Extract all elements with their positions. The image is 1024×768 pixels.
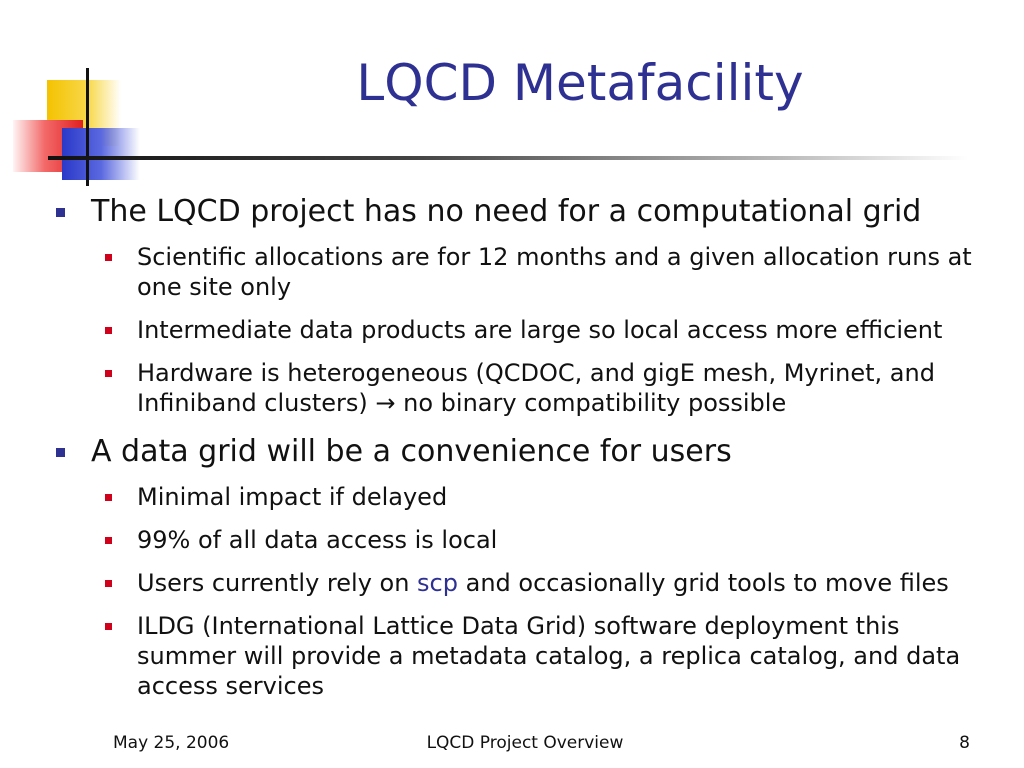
square-bullet-icon bbox=[105, 580, 112, 587]
logo-vertical-line bbox=[86, 68, 89, 186]
bullet-level2 bbox=[137, 315, 997, 345]
bullet-text: Intermediate data products are large so local access more efficient bbox=[137, 316, 943, 344]
bullet-level2 bbox=[137, 358, 997, 418]
footer-page-number: 8 bbox=[959, 733, 970, 753]
title-underline bbox=[48, 156, 968, 160]
bullet-level1 bbox=[91, 435, 991, 469]
footer-date: May 25, 2006 bbox=[113, 733, 230, 753]
bullet-text: ILDG (International Lattice Data Grid) software deployment this summer will provide a metadata catalog, a replica catalog, and data access services bbox=[137, 612, 961, 700]
slide-logo-decoration bbox=[0, 0, 140, 190]
logo-blue-square bbox=[62, 128, 140, 180]
square-bullet-icon bbox=[105, 623, 112, 630]
square-bullet-icon bbox=[56, 448, 65, 457]
bullet-text: A data grid will be a convenience for users bbox=[91, 434, 732, 469]
bullet-level2 bbox=[137, 525, 997, 555]
bullet-level2 bbox=[137, 568, 997, 598]
bullet-level2 bbox=[137, 242, 997, 302]
bullet-text: Minimal impact if delayed bbox=[137, 483, 448, 511]
square-bullet-icon bbox=[56, 208, 65, 217]
square-bullet-icon bbox=[105, 327, 112, 334]
bullet-text: 99% of all data access is local bbox=[137, 526, 498, 554]
square-bullet-icon bbox=[105, 254, 112, 261]
square-bullet-icon bbox=[105, 494, 112, 501]
bullet-text: The LQCD project has no need for a computational grid bbox=[91, 194, 922, 229]
square-bullet-icon bbox=[105, 370, 112, 377]
bullet-level1 bbox=[91, 195, 991, 229]
bullet-level2 bbox=[137, 611, 997, 701]
scp-line-before: Users currently rely on bbox=[137, 569, 418, 597]
slide-title: LQCD Metafacility bbox=[356, 54, 804, 112]
square-bullet-icon bbox=[105, 537, 112, 544]
bullet-text: Scientific allocations are for 12 months and a given allocation runs at one site only bbox=[137, 243, 972, 301]
scp-keyword: scp bbox=[417, 569, 458, 597]
scp-line-after: and occasionally grid tools to move files bbox=[457, 569, 949, 597]
footer-title: LQCD Project Overview bbox=[426, 733, 624, 753]
bullet-text: Hardware is heterogeneous (QCDOC, and gigE mesh, Myrinet, and Infiniband clusters) → no binary compatibility possible bbox=[137, 359, 935, 417]
bullet-level2 bbox=[137, 482, 997, 512]
